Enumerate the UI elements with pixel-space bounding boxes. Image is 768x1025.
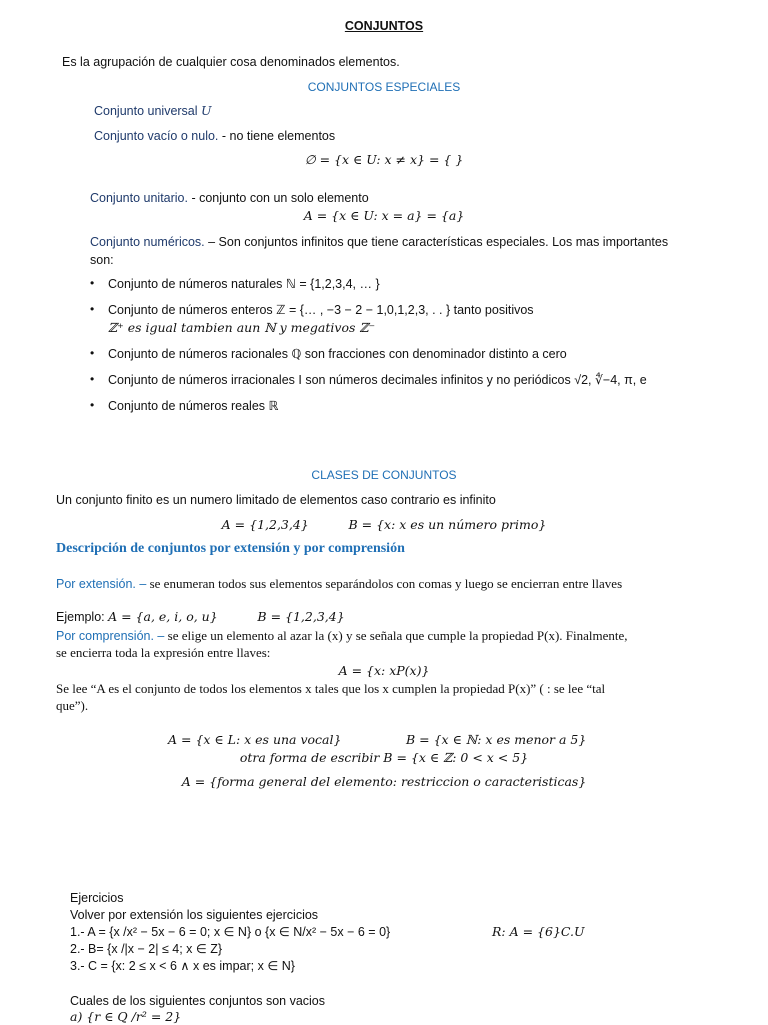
bullet-dot: •: [90, 372, 95, 386]
bullet-dot: •: [90, 302, 95, 316]
extension-desc: se enumeran todos sus elementos separándolos con comas y luego se encierran entre llaves: [146, 576, 623, 591]
empty-sets-question: Cuales de los siguientes conjuntos son vacios: [70, 994, 326, 1008]
bullet-enteros: Conjunto de números enteros ℤ = {… , −3 − 2 − 1,0,1,2,3, . . } tanto positivos: [108, 303, 534, 317]
reading-text: Se lee “A es el conjunto de todos los elementos x tales que los x cumplen la propiedad P(x)” ( : se lee “tal: [56, 681, 606, 696]
finite-formula: A = {1,2,3,4} B = {x: x es un número primo}: [221, 517, 547, 532]
exercise-2: 2.- B= {x /|x − 2| ≤ 4; x ∈ Z}: [70, 942, 223, 956]
description-heading: Descripción de conjuntos por extensión y por comprensión: [56, 541, 405, 556]
general-form: A = {forma general del elemento: restriccion o caracteristicas}: [181, 774, 587, 789]
reading-text-2: que”).: [56, 698, 89, 713]
universal-line: [94, 103, 212, 119]
bullet-dot: •: [90, 346, 95, 360]
special-heading: CONJUNTOS ESPECIALES: [307, 80, 461, 94]
classes-heading: CLASES DE CONJUNTOS: [311, 468, 457, 482]
bullet-enteros-2: ℤ⁺ es igual tambien aun ℕ y megativos ℤ⁻: [108, 320, 376, 335]
page-title: CONJUNTOS: [344, 19, 424, 33]
universal-symbol: U: [201, 103, 212, 118]
example-other-form: otra forma de escribir B = {x ∈ ℤ: 0 < x < 5}: [239, 750, 529, 765]
unit-formula: A = {x ∈ U: x = a} = {a}: [303, 208, 465, 223]
bullet-reales: Conjunto de números reales ℝ: [108, 399, 279, 413]
bullet-racionales: Conjunto de números racionales ℚ son fracciones con denominador distinto a cero: [108, 347, 567, 361]
example-less-than-5: B = {x ∈ ℕ: x es menor a 5}: [406, 732, 587, 747]
bullet-dot: •: [90, 276, 95, 290]
unit-label: Conjunto unitario.: [90, 191, 188, 205]
comprehension-desc: se elige un elemento al azar la (x) y se señala que cumple la propiedad P(x). Finalmente,: [164, 628, 628, 643]
unit-desc: - conjunto con un solo elemento: [187, 191, 369, 205]
exercise-3: 3.- C = {x: 2 ≤ x < 6 ∧ x es impar; x ∈ N}: [70, 959, 295, 973]
empty-formula: ∅ = {x ∈ U: x ≠ x} = { }: [304, 152, 464, 167]
empty-label: Conjunto vacío o nulo.: [94, 129, 219, 143]
bullet-naturales: Conjunto de números naturales ℕ = {1,2,3,4, … }: [108, 277, 380, 291]
empty-line: [94, 128, 335, 144]
question-a: a) {r ∈ Q /r² = 2}: [70, 1009, 182, 1024]
example-label: Ejemplo:: [56, 610, 109, 624]
universal-label: Conjunto universal: [94, 104, 198, 118]
numeric-line: [90, 234, 668, 250]
empty-desc: - no tiene elementos: [218, 129, 336, 143]
example-vowels: A = {x ∈ L: x es una vocal}: [168, 732, 342, 747]
numeric-label: Conjunto numéricos.: [90, 235, 205, 249]
exercise-1-answer: R: A = {6}C.U: [492, 924, 585, 939]
bullet-dot: •: [90, 398, 95, 412]
extension-line: [56, 576, 622, 592]
finite-text: Un conjunto finito es un numero limitado de elementos caso contrario es infinito: [56, 493, 496, 507]
numeric-desc: – Son conjuntos infinitos que tiene características especiales. Los mas importantes: [204, 235, 669, 249]
exercises-instruction: Volver por extensión los siguientes ejercicios: [70, 908, 319, 922]
numeric-desc-2: son:: [90, 253, 114, 267]
example-formula: A = {a, e, i, o, u} B = {1,2,3,4}: [108, 609, 345, 624]
unit-line: [90, 190, 369, 206]
exercises-title: Ejercicios: [70, 891, 124, 905]
comprehension-line: [56, 628, 628, 644]
intro-text: Es la agrupación de cualquier cosa denominados elementos.: [62, 55, 400, 69]
comprehension-desc-2: se encierra toda la expresión entre llaves:: [56, 645, 271, 660]
comprehension-label: Por comprensión. –: [56, 629, 165, 643]
extension-label: Por extensión. –: [56, 577, 147, 591]
bullet-irracionales: Conjunto de números irracionales I son números decimales infinitos y no periódicos √2, ∜−4, π, e: [108, 373, 647, 387]
exercise-1: 1.- A = {x /x² − 5x − 6 = 0; x ∈ N} o {x ∈ N/x² − 5x − 6 = 0}: [70, 925, 391, 939]
comprehension-formula: A = {x: xP(x)}: [338, 663, 430, 678]
example-line: [56, 609, 345, 625]
